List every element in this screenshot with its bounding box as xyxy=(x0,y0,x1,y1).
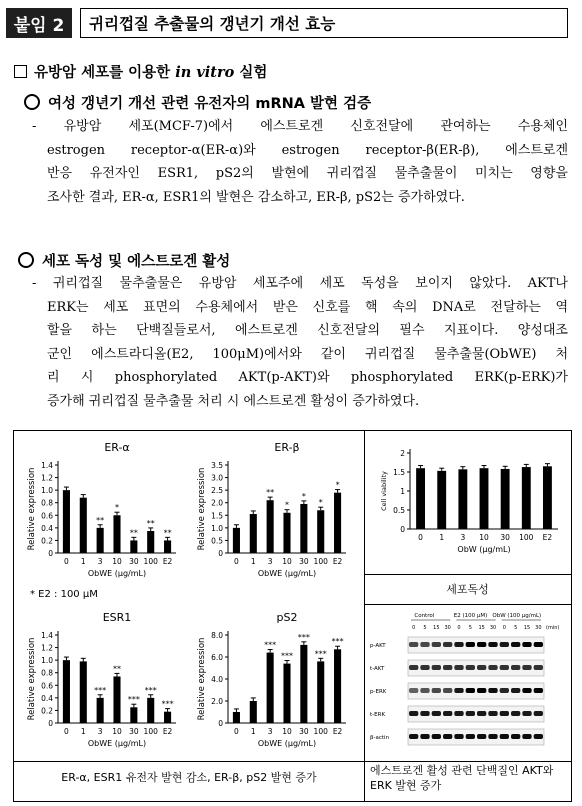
y-tick-label: 8.0 xyxy=(211,631,223,640)
appendix-badge: 붙임 2 xyxy=(6,8,72,38)
x-tick-label: 1 xyxy=(250,557,256,566)
bar xyxy=(97,698,104,723)
significance-mark: *** xyxy=(127,695,140,705)
y-tick-label: 2.5 xyxy=(211,486,223,496)
x-tick-label: 30 xyxy=(129,727,139,736)
x-tick-label: E2 xyxy=(162,727,173,736)
blot-band xyxy=(534,734,543,739)
blot-band xyxy=(477,734,486,739)
significance-mark: ** xyxy=(146,518,155,528)
bar xyxy=(283,513,290,553)
blot-band xyxy=(409,688,418,693)
bar xyxy=(317,510,324,553)
bar xyxy=(416,468,425,529)
blot-band xyxy=(409,734,418,739)
bar xyxy=(501,469,510,529)
blot-band xyxy=(454,734,463,739)
bar xyxy=(97,528,104,553)
blot-time-label: 5 xyxy=(514,625,518,631)
bar xyxy=(334,649,341,723)
y-tick-label: 1.0 xyxy=(41,486,53,496)
blot-time-unit: (min) xyxy=(546,625,560,631)
blot-time-label: 30 xyxy=(444,625,451,631)
section-heading: 유방암 세포를 이용한 in vitro 실험 xyxy=(14,61,267,82)
subsection-heading-toxicity: 세포 독성 및 에스트로겐 활성 xyxy=(18,250,230,271)
significance-mark: *** xyxy=(94,685,107,695)
blot-band xyxy=(488,665,497,670)
x-tick-label: E2 xyxy=(332,727,343,736)
significance-mark: *** xyxy=(281,651,293,661)
blot-band xyxy=(511,688,520,693)
blot-band xyxy=(432,711,441,716)
blot-band xyxy=(454,711,463,716)
significance-mark: *** xyxy=(331,637,344,647)
caption-estrogen-activity: 에스트로겐 활성 관련 단백질인 AKT와 ERK 발현 증가 xyxy=(370,764,554,792)
blot-time-label: 15 xyxy=(433,625,440,631)
blot-time-label: 15 xyxy=(523,625,531,631)
chart-cell-viability xyxy=(370,437,566,571)
bar xyxy=(522,467,531,529)
bar xyxy=(164,540,171,553)
y-axis-label: Relative expression xyxy=(27,467,37,551)
bar xyxy=(147,531,154,553)
caption-cytotoxicity: 세포독성 xyxy=(446,583,489,596)
x-tick-label: 30 xyxy=(299,557,309,566)
y-tick-label: 1.4 xyxy=(41,461,53,470)
y-tick-label: 2.0 xyxy=(211,697,223,706)
x-tick-label: 100 xyxy=(313,557,328,566)
bar xyxy=(480,468,489,529)
blot-time-label: 0 xyxy=(502,625,506,631)
y-tick-label: 0.8 xyxy=(41,668,53,678)
blot-band xyxy=(488,642,497,647)
y-tick-label: 0.5 xyxy=(393,506,405,515)
significance-mark: *** xyxy=(144,685,157,695)
chart-er-alpha xyxy=(20,437,190,587)
y-tick-label: 4.0 xyxy=(211,675,223,684)
significance-mark: ** xyxy=(113,664,121,674)
significance-mark: *** xyxy=(314,649,327,659)
blot-band xyxy=(454,642,463,647)
blot-band xyxy=(454,688,463,693)
blot-band xyxy=(511,734,520,739)
blot-band xyxy=(466,665,475,670)
blot-band xyxy=(477,688,486,693)
blot-band xyxy=(443,665,452,670)
blot-band xyxy=(466,642,475,647)
chart-ps2 xyxy=(190,607,360,757)
y-tick-label: 0 xyxy=(400,525,405,534)
x-tick-label: 10 xyxy=(112,557,122,566)
blot-band xyxy=(466,688,475,693)
blot-band xyxy=(443,642,452,647)
x-tick-label: 0 xyxy=(64,727,69,736)
y-tick-label: 0.2 xyxy=(41,536,53,546)
significance-mark: *** xyxy=(161,699,174,709)
bar xyxy=(437,471,446,529)
y-tick-label: 0.2 xyxy=(41,706,53,716)
bar xyxy=(334,493,341,553)
blot-band xyxy=(477,642,486,647)
blot-band xyxy=(534,711,543,716)
significance-mark: *** xyxy=(297,632,310,642)
blot-band xyxy=(534,688,543,693)
x-axis-label: ObWE (μg/mL) xyxy=(257,739,317,748)
blot-row-label: p-ERK xyxy=(370,689,387,695)
x-tick-label: 1 xyxy=(80,557,86,566)
chart-er-beta xyxy=(190,437,360,587)
blot-row-label: t-ERK xyxy=(370,712,386,718)
bar xyxy=(63,660,70,723)
blot-band xyxy=(443,711,452,716)
paragraph-mrna: - 유방암 세포(MCF-7)에서 에스트로겐 신호전달에 관여하는 수용체인 estrogen receptor-α(ER-α)와 estrogen receptor-β(ER-β), 에스트로겐 반응 유전자인 ESR1, pS2의 발현에 귀리껍질 물추출물이 미치는 영향을 조사한 결과, ER-α, ESR1의 발현은 감소하고, ER-β, pS2는 증가하였다. xyxy=(32,119,568,205)
significance-mark: ** xyxy=(163,528,172,538)
circle-bullet-icon xyxy=(18,252,34,268)
bar xyxy=(267,500,274,553)
blot-band xyxy=(500,688,509,693)
blot-band xyxy=(500,711,509,716)
y-tick-label: 0 xyxy=(218,549,223,558)
significance-mark: * xyxy=(285,500,289,510)
blot-group-label: E2 (100 μM) xyxy=(453,613,488,619)
y-tick-label: 0.5 xyxy=(211,536,223,546)
x-tick-label: 3 xyxy=(267,727,273,736)
blot-band xyxy=(409,711,418,716)
blot-band xyxy=(511,711,520,716)
bar xyxy=(300,645,307,723)
blot-band xyxy=(409,665,418,670)
bar xyxy=(113,676,120,723)
x-axis-label: ObW (μg/mL) xyxy=(457,545,511,554)
x-tick-label: 1 xyxy=(80,727,86,736)
blot-band xyxy=(432,688,441,693)
y-tick-label: 0.8 xyxy=(41,498,53,508)
blot-row-label: p-AKT xyxy=(370,643,386,649)
x-tick-label: 30 xyxy=(299,727,309,736)
bar xyxy=(130,707,137,723)
x-tick-label: 10 xyxy=(282,557,292,566)
x-tick-label: E2 xyxy=(332,557,343,566)
bar xyxy=(300,504,307,553)
blot-time-label: 5 xyxy=(468,625,472,631)
blot-row-label: β-actin xyxy=(370,735,390,741)
bar xyxy=(80,498,87,553)
blot-band xyxy=(443,734,452,739)
x-axis-label: ObWE (μg/mL) xyxy=(87,569,147,578)
bar xyxy=(113,515,120,553)
chart-title: ER-α xyxy=(104,441,130,454)
blot-band xyxy=(500,642,509,647)
blot-band xyxy=(500,665,509,670)
y-axis-label: Cell viability xyxy=(380,471,388,511)
blot-time-label: 0 xyxy=(412,625,416,631)
bar xyxy=(543,466,552,529)
significance-mark: * xyxy=(115,503,119,513)
y-tick-label: 2.0 xyxy=(211,498,223,508)
bar xyxy=(458,469,467,529)
significance-mark: *** xyxy=(264,640,277,650)
x-tick-label: 3 xyxy=(460,533,466,542)
bar xyxy=(317,661,324,723)
blot-band xyxy=(420,734,429,739)
y-tick-label: 1.0 xyxy=(211,523,223,533)
y-axis-label: Relative expression xyxy=(197,637,207,721)
blot-band xyxy=(466,734,475,739)
blot-band xyxy=(511,642,520,647)
subsection-heading-mrna: 여성 갱년기 개선 관련 유전자의 mRNA 발현 검증 xyxy=(24,92,371,113)
x-tick-label: E2 xyxy=(542,533,553,542)
bar xyxy=(283,664,290,723)
blot-band xyxy=(522,688,531,693)
y-tick-label: 6.0 xyxy=(211,653,223,662)
y-axis-label: Relative expression xyxy=(27,637,37,721)
bar xyxy=(164,712,171,723)
circle-bullet-icon xyxy=(24,94,40,110)
x-tick-label: 30 xyxy=(129,557,139,566)
x-tick-label: 100 xyxy=(143,727,158,736)
y-tick-label: 1.2 xyxy=(41,473,53,483)
blot-band xyxy=(420,711,429,716)
y-tick-label: 0 xyxy=(218,719,223,728)
blot-time-label: 5 xyxy=(423,625,427,631)
figure-box xyxy=(13,430,572,802)
page-header xyxy=(6,8,568,38)
bar xyxy=(233,712,240,723)
blot-band xyxy=(420,688,429,693)
blot-band xyxy=(534,665,543,670)
blot-band xyxy=(511,665,520,670)
page-title: 귀리껍질 추출물의 갱년기 개선 효능 xyxy=(80,8,568,38)
chart-esr1 xyxy=(20,607,190,757)
bar xyxy=(233,528,240,553)
x-tick-label: E2 xyxy=(162,557,173,566)
blot-band xyxy=(477,711,486,716)
y-tick-label: 0.4 xyxy=(41,693,53,703)
bar xyxy=(267,653,274,723)
blot-time-label: 0 xyxy=(457,625,461,631)
y-tick-label: 0 xyxy=(48,719,53,728)
x-tick-label: 1 xyxy=(250,727,256,736)
blot-band xyxy=(432,642,441,647)
bar xyxy=(80,661,87,723)
y-tick-label: 1.0 xyxy=(41,656,53,666)
footnote: * E2 : 100 μM xyxy=(30,589,98,600)
x-tick-label: 10 xyxy=(112,727,122,736)
x-tick-label: 30 xyxy=(500,533,510,542)
y-tick-label: 0.6 xyxy=(41,681,53,691)
blot-band xyxy=(454,665,463,670)
blot-time-label: 15 xyxy=(478,625,485,631)
paragraph-toxicity: - 귀리껍질 물추출물은 유방암 세포주에 세포 독성을 보이지 않았다. AKT나 ERK는 세포 표면의 수용체에서 받은 신호를 핵 속의 DNA로 전달하는 역 할을 하는 단백질들로서, 에스트로겐 신호전달의 필수 지표이다. 양성대조 군인 에스트라디올(E2, 100μM)에서와 같이 귀리껍질 물추출물(ObWE) 처 리 시 phosphorylated AKT(p-AKT)와 phosphorylated ERK(p-ERK)가 증가해 귀리껍질 물추출물 처리 시 에스트로겐 활성이 증가하였다. xyxy=(32,276,568,409)
x-tick-label: 3 xyxy=(97,557,103,566)
blot-band xyxy=(534,642,543,647)
x-tick-label: 0 xyxy=(234,557,239,566)
x-axis-label: ObWE (μg/mL) xyxy=(257,569,317,578)
chart-title: ER-β xyxy=(274,441,300,454)
blot-band xyxy=(420,665,429,670)
western-blot xyxy=(368,607,568,757)
y-tick-label: 0 xyxy=(48,549,53,558)
x-tick-label: 0 xyxy=(234,727,239,736)
bar xyxy=(250,701,257,723)
blot-time-label: 30 xyxy=(535,625,542,631)
blot-band xyxy=(443,688,452,693)
y-tick-label: 1.2 xyxy=(41,643,53,653)
blot-band xyxy=(432,665,441,670)
blot-band xyxy=(409,642,418,647)
bar xyxy=(130,540,137,553)
bar xyxy=(63,490,70,553)
y-tick-label: 1.5 xyxy=(393,468,405,477)
bar xyxy=(250,514,257,553)
significance-mark: * xyxy=(301,491,306,501)
x-tick-label: 1 xyxy=(439,533,445,542)
y-tick-label: 0.6 xyxy=(41,511,53,521)
blot-group-label: ObW (100 μg/mL) xyxy=(492,613,542,619)
y-tick-label: 3.5 xyxy=(211,461,223,470)
y-axis-label: Relative expression xyxy=(197,467,207,551)
significance-mark: ** xyxy=(96,515,105,525)
blot-band xyxy=(488,734,497,739)
blot-band xyxy=(477,665,486,670)
x-tick-label: 0 xyxy=(64,557,69,566)
blot-band xyxy=(500,734,509,739)
blot-band xyxy=(522,642,531,647)
bar xyxy=(147,698,154,723)
blot-band xyxy=(522,665,531,670)
significance-mark: ** xyxy=(266,488,275,498)
x-axis-label: ObWE (μg/mL) xyxy=(87,739,147,748)
blot-group-label: Control xyxy=(414,613,435,619)
blot-band xyxy=(522,711,531,716)
y-tick-label: 1 xyxy=(400,487,405,496)
blot-band xyxy=(466,711,475,716)
chart-title: pS2 xyxy=(276,611,298,624)
x-tick-label: 0 xyxy=(418,533,423,542)
x-tick-label: 10 xyxy=(282,727,292,736)
x-tick-label: 100 xyxy=(143,557,158,566)
x-tick-label: 100 xyxy=(519,533,534,542)
y-tick-label: 0.4 xyxy=(41,523,53,533)
x-tick-label: 10 xyxy=(479,533,489,542)
blot-band xyxy=(420,642,429,647)
square-bullet-icon xyxy=(14,65,27,78)
x-tick-label: 3 xyxy=(267,557,273,566)
y-tick-label: 3.0 xyxy=(211,473,223,483)
x-tick-label: 100 xyxy=(313,727,328,736)
chart-title: ESR1 xyxy=(102,611,132,624)
blot-band xyxy=(522,734,531,739)
significance-mark: * xyxy=(318,498,323,508)
blot-row-label: t-AKT xyxy=(370,666,385,672)
caption-gene-expression: ER-α, ESR1 유전자 발현 감소, ER-β, pS2 발현 증가 xyxy=(61,771,317,784)
significance-mark: ** xyxy=(129,528,138,538)
blot-band xyxy=(488,688,497,693)
significance-mark: * xyxy=(335,480,340,490)
blot-time-label: 30 xyxy=(489,625,497,631)
y-tick-label: 1.4 xyxy=(41,631,53,640)
x-tick-label: 3 xyxy=(97,727,103,736)
y-tick-label: 1.5 xyxy=(211,511,223,521)
y-tick-label: 2 xyxy=(400,449,405,458)
blot-band xyxy=(488,711,497,716)
blot-band xyxy=(432,734,441,739)
